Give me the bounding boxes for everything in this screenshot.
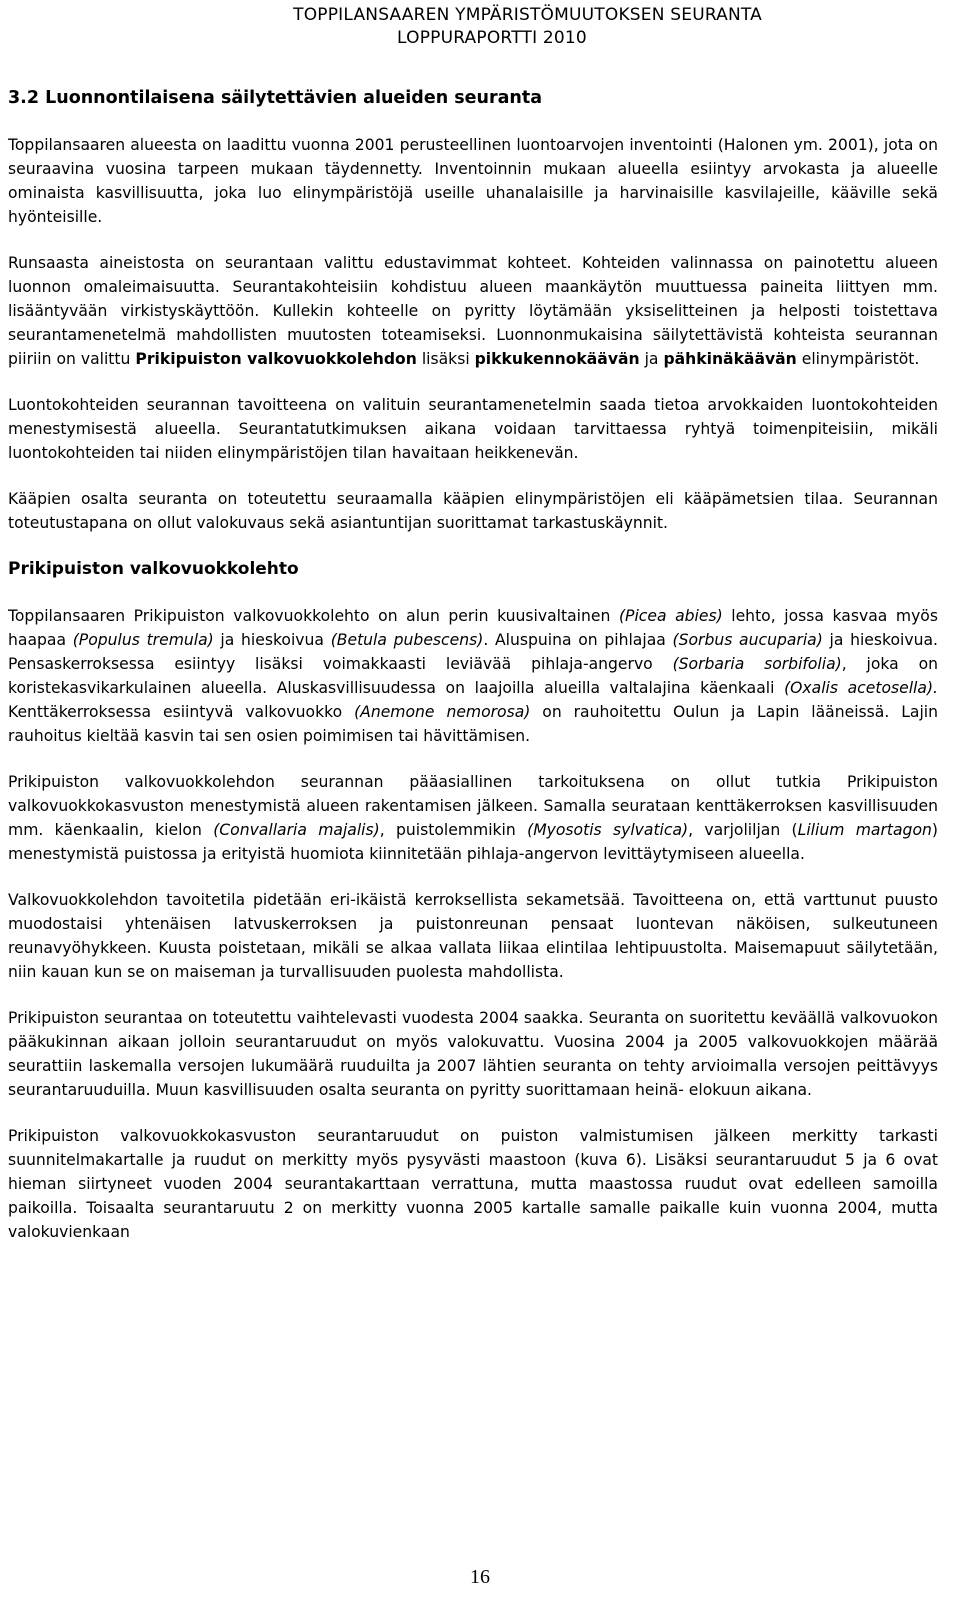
species-name: (Populus tremula) [72,631,214,649]
species-name: (Anemone nemorosa) [354,703,531,721]
text-run: ja hieskoivua [213,631,331,649]
paragraph-purpose [8,770,938,866]
text-run: lehto, jossa kasvaa myös haapaa [8,607,938,649]
text-run: , puistolemmikin [379,821,528,839]
text-run: , joka on koristekasvikarkulainen alueella. Aluskasvillisuudessa on laajoilla alueilla valtalajina käenkaali [8,655,939,697]
paragraph-monitoring-plots: Prikipuiston valkovuokkokasvuston seurantaruudut on puiston valmistumisen jälkeen merkitty tarkasti suunnitelmakartalle ja ruudut on merkitty myös pysyvästi maastoon (kuva 6). Lisäksi seurantaruudut 5 ja 6 ovat hieman siirtyneet vuoden 2004 seurantakarttaan verrattuna, mutta maastossa ruudut ovat edelleen samoilla paikoilla. Toisaalta seurantaruutu 2 on merkitty vuonna 2005 kartalle samalle paikalle kuin vuonna 2004, mutta valokuvienkaan [8,1127,938,1241]
bold-term-pikkukennokaapa: pikkukennokäävän [474,350,640,368]
document-body [8,86,938,1266]
bold-term-pahkinakaapa: pähkinäkäävän [663,350,797,368]
paragraph-kaavat: Kääpien osalta seuranta on toteutettu seuraamalla kääpien elinympäristöjen eli kääpämetsien tilaa. Seurannan toteutustapana on ollut valokuvaus sekä asiantuntijan suorittamat tarkastuskäynnit. [8,490,938,532]
paragraph-goal: Luontokohteiden seurannan tavoitteena on valituin seurantamenetelmin saada tietoa arvokkaiden luontokohteiden menestymisestä alueella. Seurantatutkimuksen aikana voidaan tarvittaessa ryhtyä toimenpiteisiin, mikäli luontokohteiden tai niiden elinympäristöjen tilan havaitaan heikkenevän. [8,396,938,462]
text-run: ja hieskoivua. Pensaskerroksessa esiintyy lisäksi voimakkaasti leviävää pihlaja-angervo [8,631,938,673]
section-heading: 3.2 Luonnontilaisena säilytettävien alueiden seuranta [8,88,543,108]
species-name: (Betula pubescens) [330,631,484,649]
page-header [162,4,762,50]
text-run: , varjoliljan ( [688,821,798,839]
paragraph-monitoring-history: Prikipuiston seurantaa on toteutettu vaihtelevasti vuodesta 2004 saakka. Seuranta on suoritettu keväällä valkovuokon pääkukinnan aikaan jolloin seurantaruudut on myös valokuvattu. Vuosina 2004 ja 2005 valkovuokkojen määrää seurattiin laskemalla versojen lukumäärä ruuduilta ja 2007 lähtien seuranta on tehty arvioimalla versojen peittävyys seurantaruuduilla. Muun kasvillisuuden osalta seuranta on pyritty suorittamaan heinä- elokuun aikana. [8,1009,938,1099]
paragraph-target-state: Valkovuokkolehdon tavoitetila pidetään eri-ikäistä kerroksellista sekametsää. Tavoitteena on, että varttunut puusto muodostaisi yhtenäisen latvuskerroksen ja puistonreunan pensaat luontevan näköisen, sulkeutuneen reunavyöhykkeen. Kuusta poistetaan, mikäli se alkaa vallata liikaa elintilaa lehtipuustolta. Maisemapuut säilytetään, niin kauan kun se on maiseman ja turvallisuuden puolesta mahdollista. [8,891,938,981]
species-name: (Myosotis sylvatica) [527,821,689,839]
paragraph-description [8,604,938,748]
species-name: (Picea abies) [618,607,723,625]
text-run: Kenttäkerroksessa esiintyvä valkovuokko [8,703,355,721]
text-run: on rauhoitettu Oulun ja Lapin lääneissä. Lajin rauhoitus kieltää kasvin tai sen osien poimimisen tai hävittämisen. [8,703,939,745]
text-run: ja [639,350,664,368]
text-run: Prikipuiston valkovuokkolehdon seurannan pääasiallinen tarkoituksena on ollut tutkia Prikipuiston valkovuokkokasvuston menestymistä alueen rakentamisen jälkeen. Samalla seurataan kenttäkerroksen kasvillisuuden mm. käenkaalin, kielon [8,773,938,839]
paragraph-intro: Toppilansaaren alueesta on laadittu vuonna 2001 perusteellinen luontoarvojen inventointi (Halonen ym. 2001), jota on seuraavina vuosina tarpeen mukaan täydennetty. Inventoinnin mukaan alueella esiintyy arvokasta ja alueelle ominaista kasvillisuutta, joka luo elinympäristöjä useille uhanalaisille ja harvinaisille kasvilajeille, kääville sekä hyönteisille. [8,136,938,226]
bold-term-prikipuisto: Prikipuiston valkovuokkolehdon [135,350,417,368]
paragraph-selection [8,251,938,371]
text-run: Toppilansaaren Prikipuiston valkovuokkolehto on alun perin kuusivaltainen [8,607,619,625]
species-name: (Convallaria majalis) [213,821,380,839]
subheading: Prikipuiston valkovuokkolehto [8,559,299,579]
species-name: (Sorbus aucuparia) [672,631,823,649]
text-run: elinympäristöt. [796,350,920,368]
text-run: lisäksi [416,350,475,368]
species-name: Lilium martagon [797,821,932,839]
species-name: (Sorbaria sorbifolia) [672,655,842,673]
page-number: 16 [470,1566,490,1588]
text-run: . Aluspuina on pihlajaa [483,631,673,649]
text-run: Runsaasta aineistosta on seurantaan valittu edustavimmat kohteet. Kohteiden valinnassa on painotettu alueen luonnon omaleimaisuutta. Seurantakohteisiin kohdistuu alueen maankäytön muuttuessa paineita liittyen mm. lisääntyvään virkistyskäyttöön. Kullekin kohteelle on pyritty löytämään yksiselitteinen ja helposti toistettava seurantamenetelmä mahdollisten muutosten toteamiseksi. Luonnonmukaisina säilytettävistä kohteista seurannan piiriin on valittu [8,254,938,368]
header-subtitle: LOPPURAPORTTI 2010 [397,28,587,48]
text-run: ) menestymistä puistossa ja erityistä huomiota kiinnitetään pihlaja-angervon levittäytymiseen alueella. [8,821,938,863]
header-title: TOPPILANSAAREN YMPÄRISTÖMUUTOKSEN SEURANTA [293,5,762,25]
species-name: (Oxalis acetosella). [784,679,938,697]
